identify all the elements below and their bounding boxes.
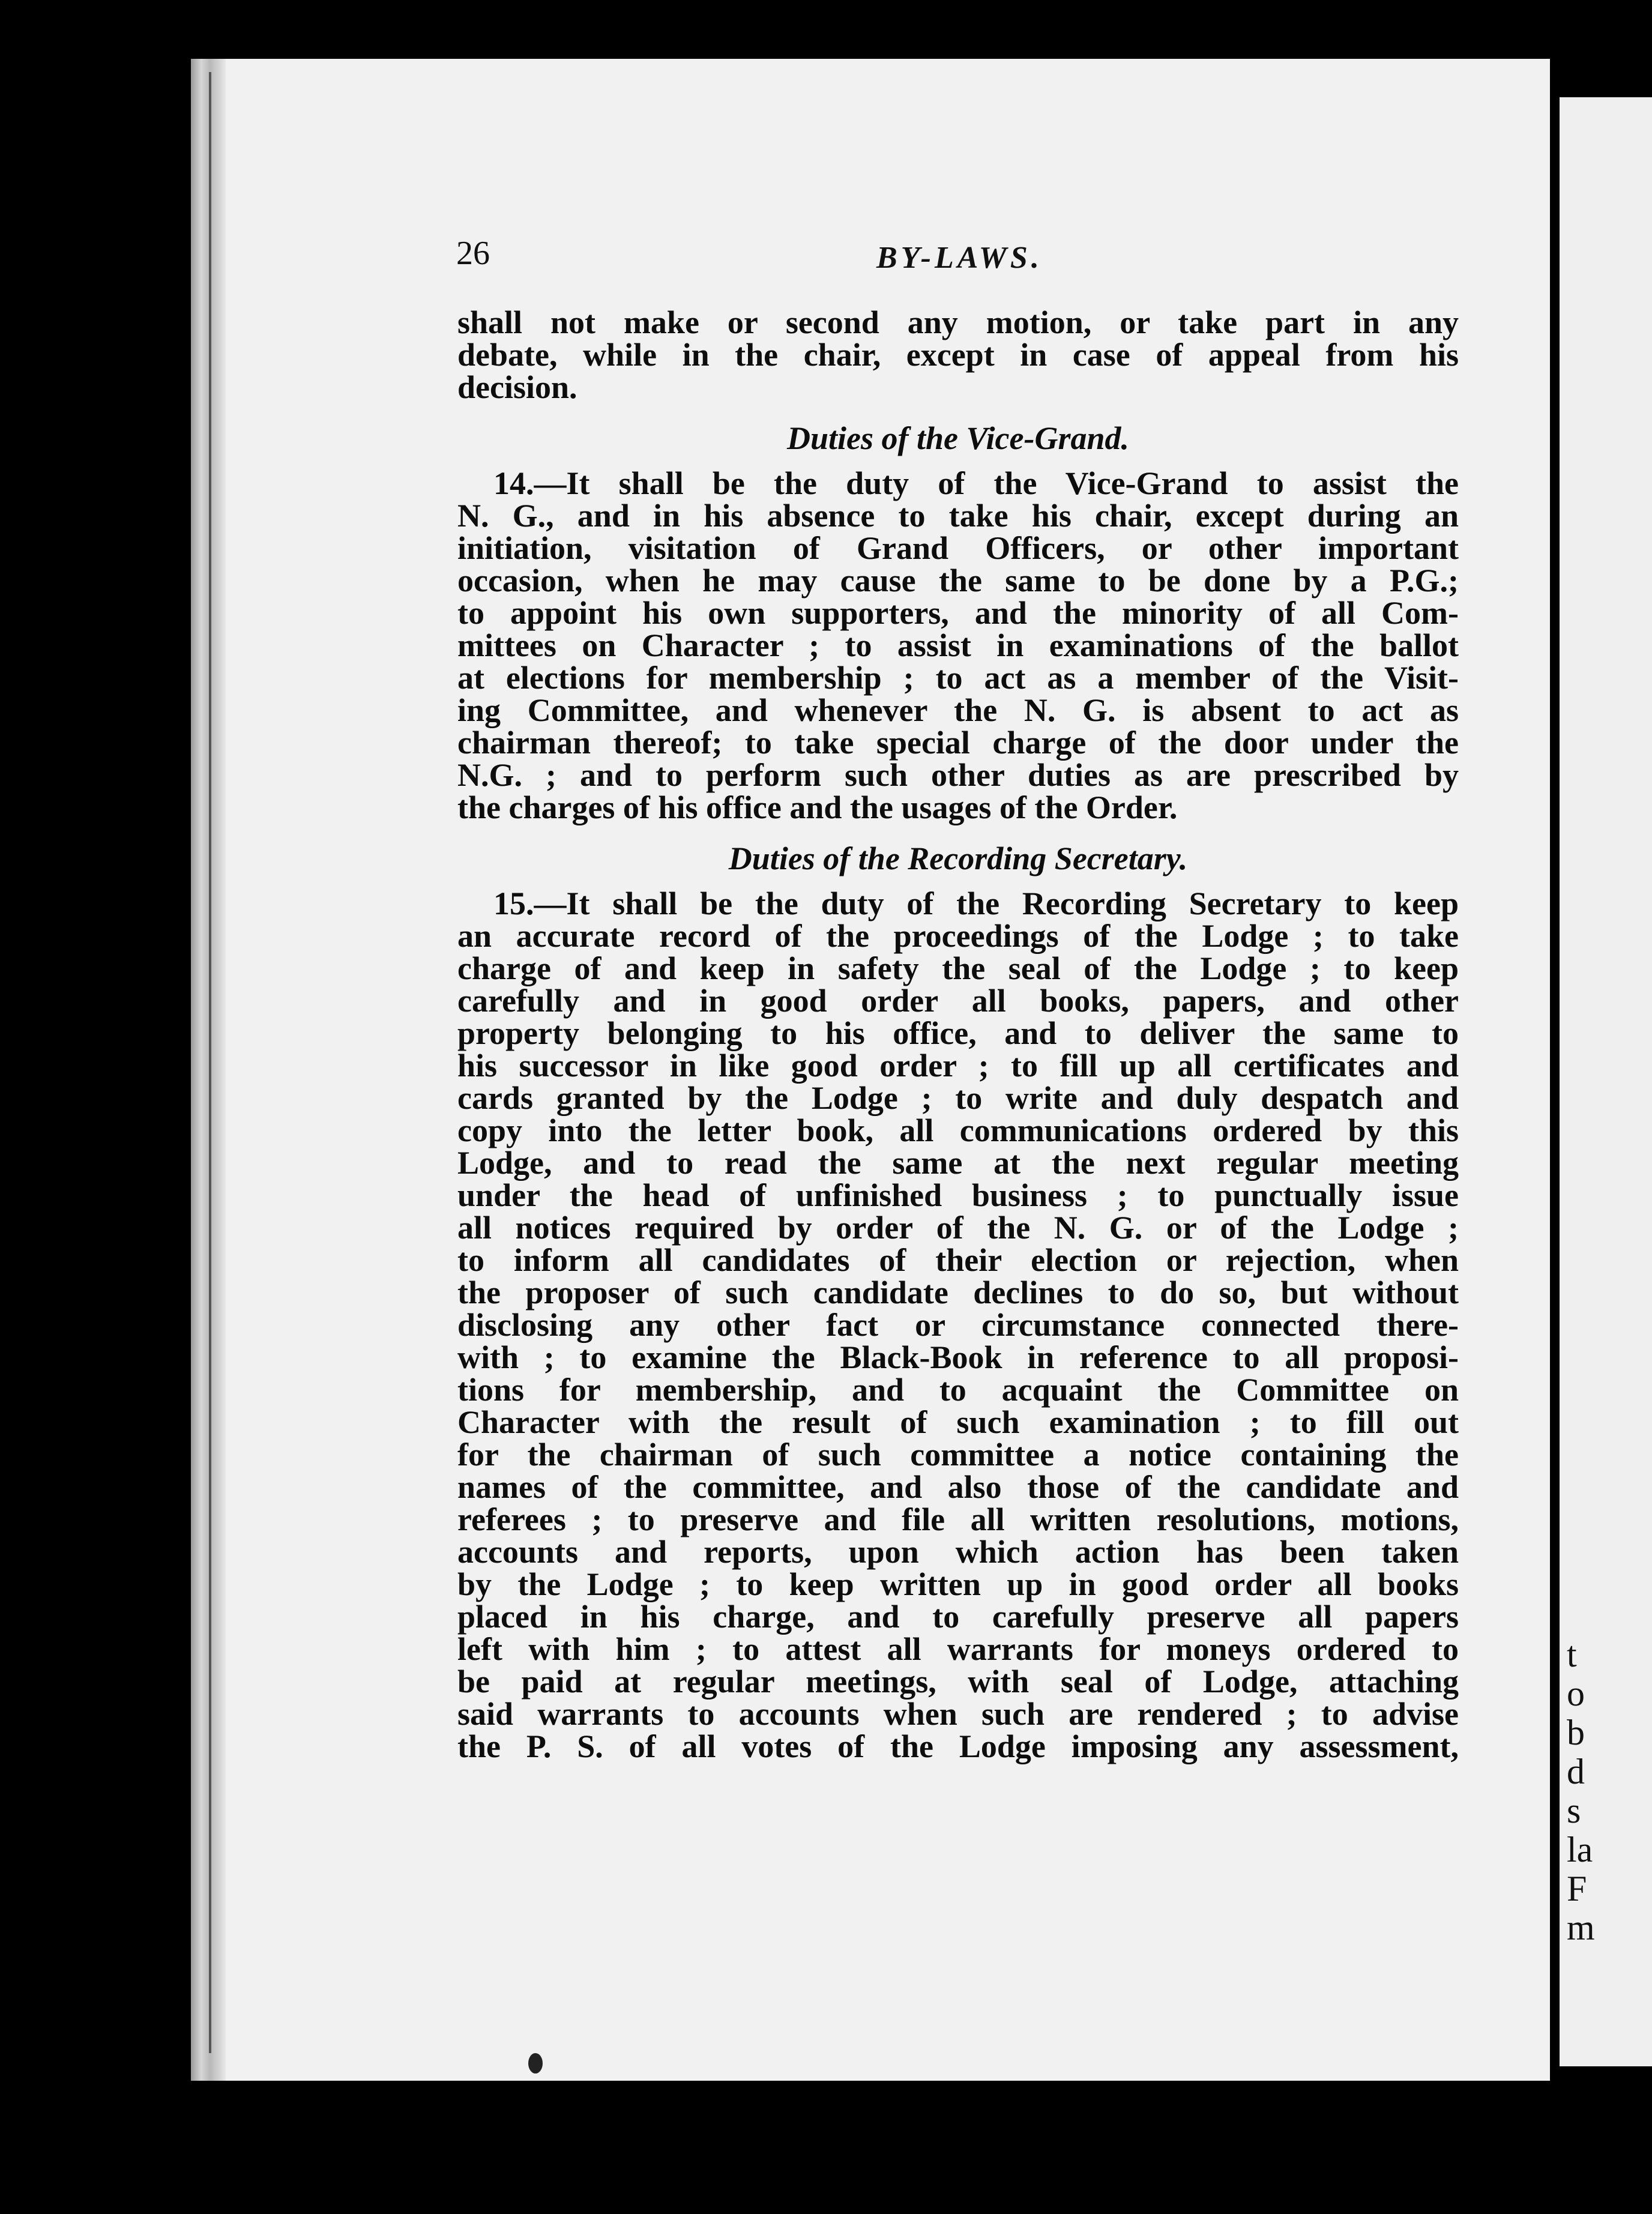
text-line: 15.—It shall be the duty of the Recording Secretary to keep [493, 885, 1459, 921]
text-line: left with him ; to attest all warrants for moneys ordered to [457, 1631, 1459, 1667]
text-line: N. G., and in his absence to take his chair, except during an [457, 498, 1459, 534]
facing-page-edge [1560, 97, 1652, 2066]
text-line: placed in his charge, and to carefully preserve all papers [457, 1599, 1459, 1635]
text-line: at elections for membership ; to act as a member of the Visit- [457, 660, 1459, 696]
text-line: chairman thereof; to take special charge of the door under the [457, 725, 1459, 761]
text-line: mittees on Character ; to assist in examinations of the ballot [457, 627, 1459, 663]
page-gutter [191, 59, 226, 2081]
text-line: the proposer of such candidate declines to do so, but without [457, 1274, 1459, 1311]
section-heading: Duties of the Vice-Grand. [786, 420, 1129, 456]
text-line: by the Lodge ; to keep written up in good order all books [457, 1566, 1459, 1602]
facing-page-fragment: o [1567, 1674, 1585, 1713]
text-line: with ; to examine the Black-Book in reference to all proposi- [457, 1339, 1459, 1375]
text-line: charge of and keep in safety the seal of the Lodge ; to keep [457, 950, 1459, 986]
text-line: debate, while in the chair, except in case of appeal from his [457, 337, 1459, 373]
binding-edge [209, 72, 211, 2053]
text-line: 14.—It shall be the duty of the Vice-Grand to assist the [493, 465, 1459, 501]
text-line: to appoint his own supporters, and the minority of all Com- [457, 595, 1459, 631]
text-line: all notices required by order of the N. G. or of the Lodge ; [457, 1210, 1459, 1246]
page-number: 26 [456, 235, 490, 272]
text-line: property belonging to his office, and to deliver the same to [457, 1015, 1459, 1051]
text-line: initiation, visitation of Grand Officers, or other important [457, 530, 1459, 566]
text-line: for the chairman of such committee a notice containing the [457, 1437, 1459, 1473]
facing-page-fragment: m [1567, 1908, 1595, 1947]
text-line: an accurate record of the proceedings of the Lodge ; to take [457, 918, 1459, 954]
facing-page-fragment: t [1567, 1635, 1577, 1674]
facing-page-fragment: la [1567, 1830, 1593, 1869]
text-line: tions for membership, and to acquaint the Committee on [457, 1372, 1459, 1408]
ink-spot [528, 2053, 543, 2074]
text-line: copy into the letter book, all communications ordered by this [457, 1112, 1459, 1148]
text-line: occasion, when he may cause the same to be done by a P.G.; [457, 563, 1459, 599]
page-header [456, 234, 1561, 288]
text-line: disclosing any other fact or circumstance connected there- [457, 1307, 1459, 1343]
text-line: the P. S. of all votes of the Lodge imposing any assessment, [457, 1728, 1459, 1764]
text-line: said warrants to accounts when such are rendered ; to advise [457, 1696, 1459, 1732]
text-line: ing Committee, and whenever the N. G. is absent to act as [457, 692, 1459, 728]
text-line: the charges of his office and the usages of the Order. [457, 789, 1178, 825]
text-line: decision. [457, 369, 577, 405]
text-line: to inform all candidates of their election or rejection, when [457, 1242, 1459, 1278]
section-recording-secretary [457, 833, 1459, 1763]
facing-page-fragment: b [1567, 1713, 1585, 1752]
opening-paragraph [457, 306, 1459, 403]
facing-page-fragment: F [1567, 1869, 1587, 1908]
facing-page-fragment: s [1567, 1791, 1581, 1830]
text-line: under the head of unfinished business ; to punctually issue [457, 1177, 1459, 1213]
text-line: carefully and in good order all books, papers, and other [457, 983, 1459, 1019]
section-heading: Duties of the Recording Secretary. [728, 840, 1188, 876]
facing-page-fragment: d [1567, 1752, 1585, 1791]
text-line: Character with the result of such examination ; to fill out [457, 1404, 1459, 1440]
running-head: BY-LAWS. [876, 241, 1043, 275]
text-line: Lodge, and to read the same at the next regular meeting [457, 1145, 1459, 1181]
text-line: names of the committee, and also those of the candidate and [457, 1469, 1459, 1505]
text-line: accounts and reports, upon which action has been taken [457, 1534, 1459, 1570]
text-line: be paid at regular meetings, with seal of Lodge, attaching [457, 1664, 1459, 1700]
section-vice-grand [457, 413, 1459, 824]
text-line: N.G. ; and to perform such other duties as are prescribed by [457, 757, 1459, 793]
text-line: his successor in like good order ; to fill up all certificates and [457, 1048, 1459, 1084]
page-body [457, 306, 1459, 1763]
text-line: cards granted by the Lodge ; to write and duly despatch and [457, 1080, 1459, 1116]
text-line: referees ; to preserve and file all written resolutions, motions, [457, 1501, 1459, 1537]
text-line: shall not make or second any motion, or take part in any [457, 304, 1459, 340]
